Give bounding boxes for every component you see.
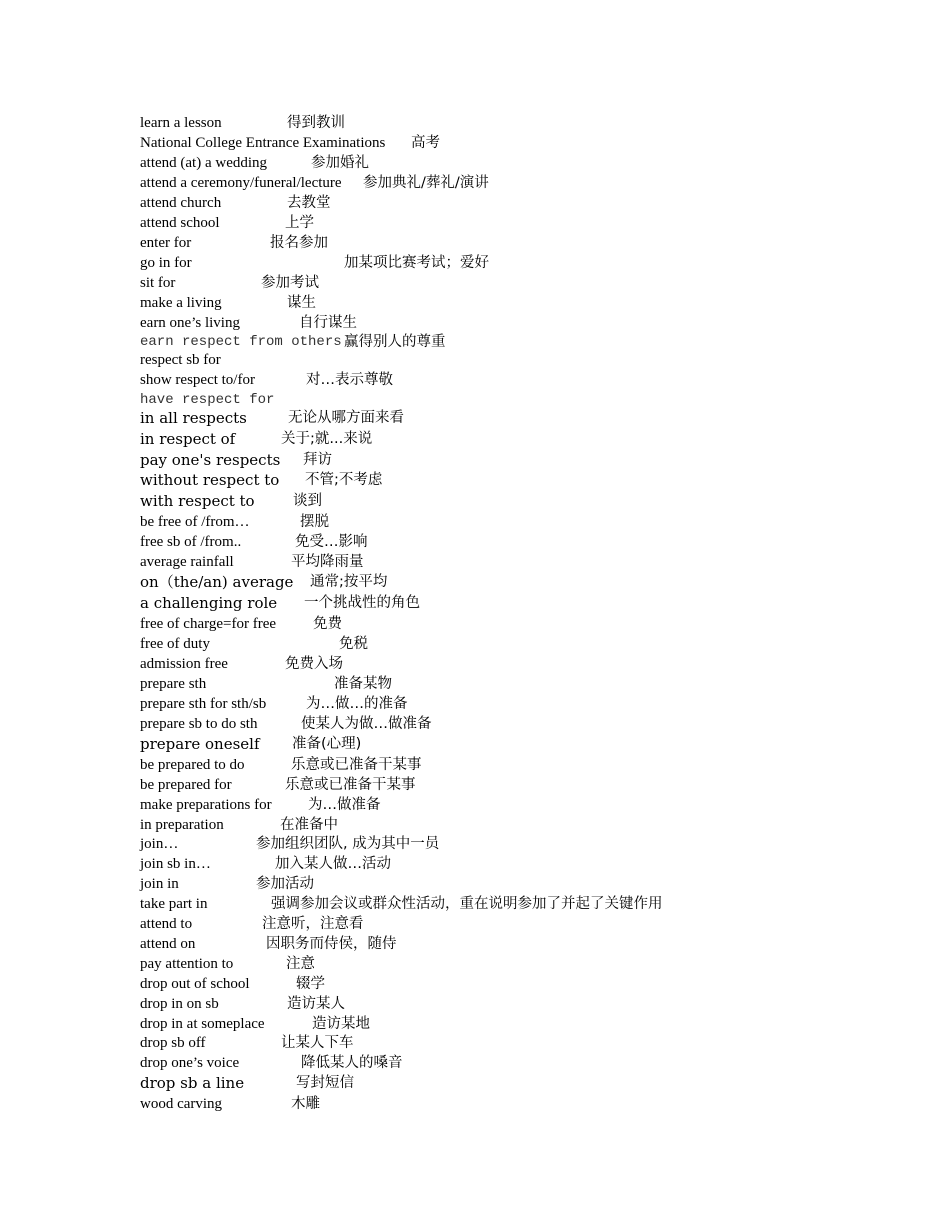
chinese-meaning: 高考: [411, 135, 440, 151]
english-phrase: earn one’s living: [140, 315, 240, 331]
chinese-meaning: 去教堂: [287, 195, 331, 211]
english-phrase: attend a ceremony/funeral/lecture: [140, 175, 342, 191]
chinese-meaning: 得到教训: [287, 115, 345, 131]
chinese-meaning: 写封短信: [296, 1075, 354, 1091]
chinese-meaning: 注意听，注意看: [262, 916, 364, 932]
chinese-meaning: 加入某人做…活动: [275, 856, 391, 872]
chinese-meaning: 为…做…的准备: [306, 696, 408, 712]
chinese-meaning: 为…做准备: [308, 797, 381, 813]
chinese-meaning: 造访某人: [287, 996, 345, 1012]
english-phrase: drop out of school: [140, 976, 250, 992]
english-phrase: free of charge=for free: [140, 616, 277, 632]
chinese-meaning: 平均降雨量: [291, 554, 364, 570]
chinese-meaning: 免受…影响: [295, 534, 368, 550]
english-phrase: drop one’s voice: [140, 1055, 240, 1071]
english-phrase: make preparations for: [140, 797, 272, 813]
chinese-meaning: 免费入场: [285, 656, 343, 672]
chinese-meaning: 免费: [313, 616, 342, 632]
chinese-meaning: 准备(心理): [292, 736, 362, 752]
chinese-meaning: 加某项比赛考试；爱好: [344, 255, 489, 271]
chinese-meaning: 注意: [286, 956, 315, 972]
chinese-meaning: 对…表示尊敬: [306, 372, 393, 388]
chinese-meaning: 通常;按平均: [310, 574, 388, 590]
english-phrase: attend church: [140, 195, 222, 211]
chinese-meaning: 免税: [339, 636, 368, 652]
english-phrase: be prepared to do: [140, 757, 245, 773]
chinese-meaning: 因职务而侍侯，随侍: [266, 936, 397, 952]
chinese-meaning: 让某人下车: [281, 1035, 354, 1051]
english-phrase: average rainfall: [140, 554, 234, 570]
english-phrase: have respect for: [140, 392, 275, 408]
english-phrase: with respect to: [140, 492, 255, 510]
english-phrase: join…: [140, 836, 179, 852]
chinese-meaning: 赢得别人的尊重: [344, 334, 446, 350]
chinese-meaning: 无论从哪方面来看: [288, 410, 404, 426]
chinese-meaning: 木雕: [291, 1096, 320, 1112]
chinese-meaning: 辍学: [296, 976, 325, 992]
english-phrase: join sb in…: [140, 856, 211, 872]
english-phrase: show respect to/for: [140, 372, 255, 388]
english-phrase: without respect to: [140, 471, 280, 489]
chinese-meaning: 乐意或已准备干某事: [291, 757, 422, 773]
english-phrase: make a living: [140, 295, 222, 311]
chinese-meaning: 谈到: [293, 493, 322, 509]
chinese-meaning: 摆脱: [300, 514, 329, 530]
english-phrase: be free of /from…: [140, 514, 250, 530]
english-phrase: go in for: [140, 255, 192, 271]
english-phrase: in all respects: [140, 409, 247, 427]
english-phrase: be prepared for: [140, 777, 232, 793]
english-phrase: attend (at) a wedding: [140, 155, 268, 171]
english-phrase: prepare sb to do sth: [140, 716, 258, 732]
english-phrase: respect sb for: [140, 352, 221, 368]
english-phrase: prepare sth: [140, 676, 207, 692]
english-phrase: in respect of: [140, 430, 236, 448]
english-phrase: drop in on sb: [140, 996, 219, 1012]
english-phrase: earn respect from others: [140, 334, 342, 350]
english-phrase: pay attention to: [140, 956, 234, 972]
english-phrase: prepare oneself: [140, 735, 260, 753]
english-phrase: take part in: [140, 896, 208, 912]
chinese-meaning: 准备某物: [334, 676, 392, 692]
english-phrase: pay one's respects: [140, 451, 281, 469]
english-phrase: a challenging role: [140, 594, 278, 612]
chinese-meaning: 拜访: [303, 452, 332, 468]
chinese-meaning: 关于;就...来说: [281, 431, 373, 447]
chinese-meaning: 上学: [285, 215, 314, 231]
english-phrase: enter for: [140, 235, 192, 251]
english-phrase: free of duty: [140, 636, 210, 652]
chinese-meaning: 自行谋生: [299, 315, 357, 331]
chinese-meaning: 参加活动: [256, 876, 314, 892]
chinese-meaning: 不管;不考虑: [305, 472, 383, 488]
english-phrase: join in: [140, 876, 179, 892]
chinese-meaning: 谋生: [287, 295, 316, 311]
chinese-meaning: 一个挑战性的角色: [304, 595, 420, 611]
chinese-meaning: 报名参加: [270, 235, 328, 251]
english-phrase: attend to: [140, 916, 193, 932]
chinese-meaning: 参加典礼/葬礼/演讲: [363, 175, 489, 191]
english-phrase: attend on: [140, 936, 196, 952]
english-phrase: admission free: [140, 656, 228, 672]
english-phrase: drop in at someplace: [140, 1016, 265, 1032]
chinese-meaning: 乐意或已准备干某事: [285, 777, 416, 793]
english-phrase: attend school: [140, 215, 220, 231]
chinese-meaning: 参加婚礼: [311, 155, 369, 171]
chinese-meaning: 强调参加会议或群众性活动，重在说明参加了并起了关键作用: [271, 896, 663, 912]
chinese-meaning: 参加考试: [261, 275, 319, 291]
english-phrase: on（the/an) average: [140, 573, 294, 591]
english-phrase: drop sb off: [140, 1035, 206, 1051]
english-phrase: sit for: [140, 275, 176, 291]
chinese-meaning: 参加组织团队, 成为其中一员: [256, 836, 440, 852]
chinese-meaning: 使某人为做…做准备: [301, 716, 432, 732]
chinese-meaning: 造访某地: [312, 1016, 370, 1032]
english-phrase: drop sb a line: [140, 1074, 245, 1092]
english-phrase: prepare sth for sth/sb: [140, 696, 267, 712]
english-phrase: in preparation: [140, 817, 224, 833]
english-phrase: wood carving: [140, 1096, 223, 1112]
english-phrase: free sb of /from..: [140, 534, 242, 550]
chinese-meaning: 在准备中: [280, 817, 338, 833]
chinese-meaning: 降低某人的嗓音: [301, 1055, 403, 1071]
english-phrase: learn a lesson: [140, 115, 222, 131]
english-phrase: National College Entrance Examinations: [140, 135, 386, 151]
